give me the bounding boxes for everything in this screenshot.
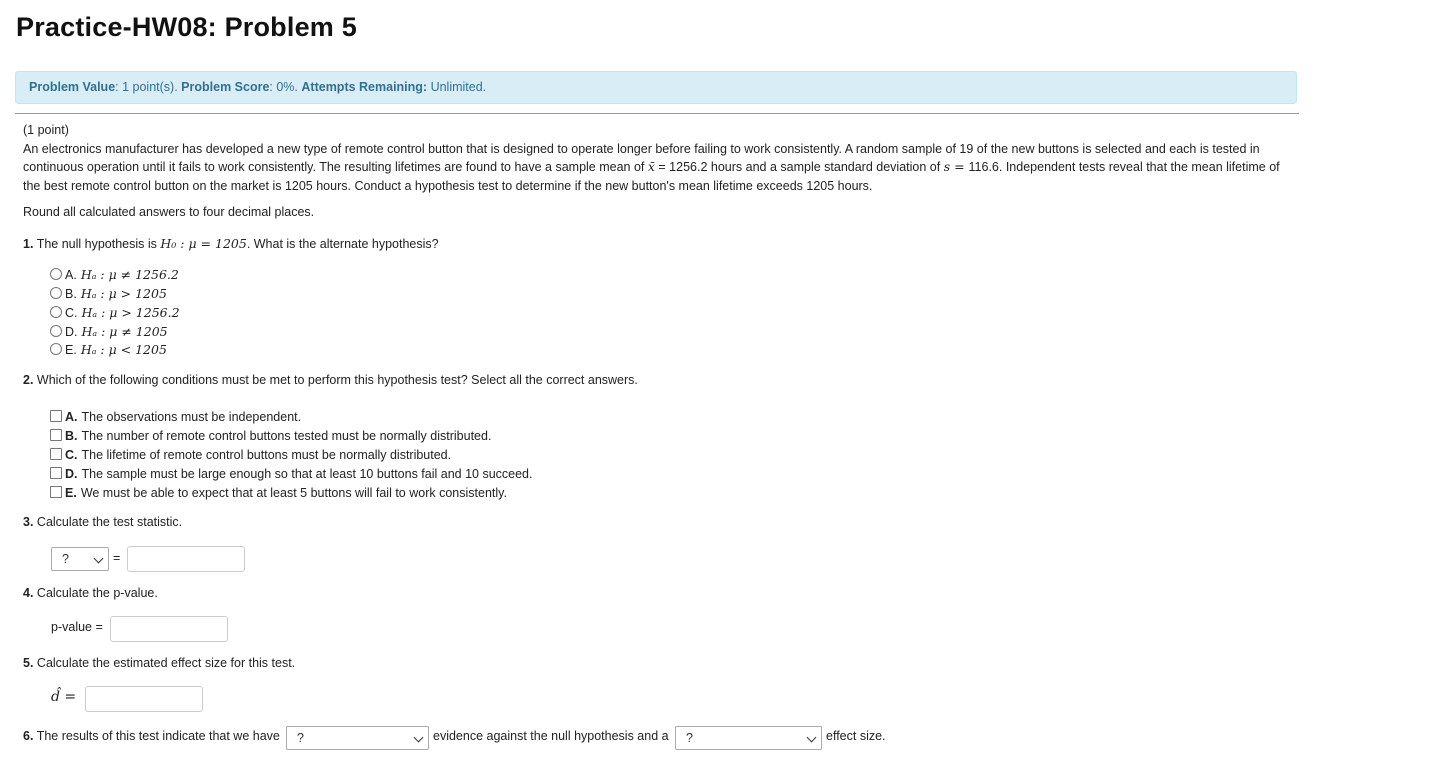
question-3 <box>23 515 182 529</box>
q2-option-a[interactable] <box>50 408 301 427</box>
question-6-middle-text: evidence against the null hypothesis and a <box>433 729 669 743</box>
q1-option-e[interactable] <box>50 340 167 359</box>
option-label: C. <box>65 448 78 462</box>
round-note: Round all calculated answers to four decimal places. <box>23 205 315 219</box>
problem-info-banner <box>15 71 1297 104</box>
question-number: 3. <box>23 515 34 529</box>
q1-option-c[interactable] <box>50 303 180 322</box>
question-1 <box>23 236 439 251</box>
chevron-down-icon <box>807 733 817 743</box>
question-text: The results of this test indicate that we have <box>36 729 280 743</box>
radio-button[interactable] <box>50 287 62 299</box>
effect-size-label: d̂ = <box>51 689 77 705</box>
effect-size-magnitude-select[interactable] <box>675 726 822 750</box>
q2-option-b[interactable] <box>50 427 491 446</box>
option-text: We must be able to expect that at least 5 buttons will fail to work consistently. <box>80 486 507 500</box>
question-text: The null hypothesis is <box>36 237 161 251</box>
problem-value-label: Problem Value <box>29 80 116 94</box>
question-text: Calculate the test statistic. <box>36 515 183 529</box>
problem-statement <box>23 121 1293 195</box>
checkbox[interactable] <box>50 448 62 460</box>
option-math: Hₐ : μ > 1205 <box>80 286 167 301</box>
question-2 <box>23 373 638 387</box>
page-title: Practice-HW08: Problem 5 <box>16 12 357 42</box>
problem-value-text: : 1 point(s). <box>115 80 178 94</box>
problem-text-part: = <box>950 159 969 174</box>
option-math: Hₐ : μ ≠ 1256.2 <box>80 267 179 282</box>
test-statistic-input[interactable] <box>127 546 245 572</box>
option-label: A. <box>65 410 78 424</box>
problem-points: (1 point) <box>23 123 69 137</box>
p-value-input[interactable] <box>110 616 228 642</box>
evidence-strength-select[interactable] <box>286 726 429 750</box>
q2-option-d[interactable] <box>50 465 532 484</box>
question-6 <box>23 729 280 743</box>
s-value: 116.6 <box>968 160 999 174</box>
option-label: E. <box>65 343 77 357</box>
checkbox[interactable] <box>50 429 62 441</box>
problem-text <box>23 140 1293 196</box>
option-text: The observations must be independent. <box>81 410 302 424</box>
checkbox[interactable] <box>50 410 62 422</box>
option-label: A. <box>65 268 77 282</box>
radio-button[interactable] <box>50 343 62 355</box>
attempts-label: Attempts Remaining: <box>301 80 428 94</box>
option-label: C. <box>65 306 78 320</box>
test-statistic-select[interactable] <box>51 547 109 571</box>
select-value: ? <box>686 731 693 745</box>
q2-option-c[interactable] <box>50 446 451 465</box>
question-number: 4. <box>23 586 34 600</box>
question-text: . What is the alternate hypothesis? <box>246 237 439 251</box>
question-text: Calculate the estimated effect size for this test. <box>36 656 296 670</box>
p-value-label: p-value = <box>51 620 103 634</box>
effect-size-input[interactable] <box>85 686 203 712</box>
option-label: B. <box>65 287 77 301</box>
null-hypothesis: H₀ : μ = 1205 <box>160 236 247 251</box>
option-math: Hₐ : μ ≠ 1205 <box>81 324 168 339</box>
question-text: Calculate the p-value. <box>36 586 158 600</box>
question-number: 2. <box>23 373 34 387</box>
select-value: ? <box>297 731 304 745</box>
problem-score-label: Problem Score <box>181 80 270 94</box>
option-math: Hₐ : μ > 1256.2 <box>81 305 180 320</box>
problem-text-part: An electronics manufacturer has developed a new type of remote control button that is designed to operate longer before failing to work consistently. A random sample of 19 of the new buttons is selected and each is tested in continuous operation until it fails to work consistently. The resulting lifetimes are found to have a sample mean of <box>23 141 1260 174</box>
checkbox[interactable] <box>50 486 62 498</box>
equals-sign: = <box>113 551 121 565</box>
s-symbol: s <box>943 159 951 174</box>
chevron-down-icon <box>94 554 104 564</box>
q2-option-e[interactable] <box>50 484 507 503</box>
option-label: D. <box>65 467 78 481</box>
divider <box>15 113 1299 114</box>
radio-button[interactable] <box>50 306 62 318</box>
question-number: 6. <box>23 729 34 743</box>
xbar-symbol: x̄ <box>647 159 655 174</box>
radio-button[interactable] <box>50 268 62 280</box>
option-label: E. <box>65 486 77 500</box>
question-4 <box>23 586 158 600</box>
question-number: 1. <box>23 237 34 251</box>
question-text: Which of the following conditions must be met to perform this hypothesis test? Select all the correct answers. <box>36 373 638 387</box>
option-math: Hₐ : μ < 1205 <box>80 342 167 357</box>
attempts-text: Unlimited. <box>430 80 487 94</box>
option-text: The number of remote control buttons tested must be normally distributed. <box>81 429 492 443</box>
problem-text-part: . Independent tests reveal that the mean lifetime of the best remote control button on the market is 1205 hours. Conduct a hypothesis test to determine if the new button's mean lifetime exceeds 1205 hours. <box>23 160 1280 193</box>
question-5 <box>23 656 295 670</box>
q1-option-a[interactable] <box>50 265 179 284</box>
problem-score-text: : 0%. <box>269 80 298 94</box>
option-text: The lifetime of remote control buttons must be normally distributed. <box>81 448 452 462</box>
option-label: D. <box>65 325 78 339</box>
problem-text-part: = 1256.2 hours and a sample standard deviation of <box>654 160 944 174</box>
chevron-down-icon <box>414 733 424 743</box>
option-label: B. <box>65 429 78 443</box>
q1-option-d[interactable] <box>50 322 168 341</box>
question-number: 5. <box>23 656 34 670</box>
checkbox[interactable] <box>50 467 62 479</box>
question-6-end-text: effect size. <box>826 729 886 743</box>
select-value: ? <box>62 552 69 566</box>
option-text: The sample must be large enough so that at least 10 buttons fail and 10 succeed. <box>81 467 533 481</box>
radio-button[interactable] <box>50 325 62 337</box>
q1-option-b[interactable] <box>50 284 167 303</box>
